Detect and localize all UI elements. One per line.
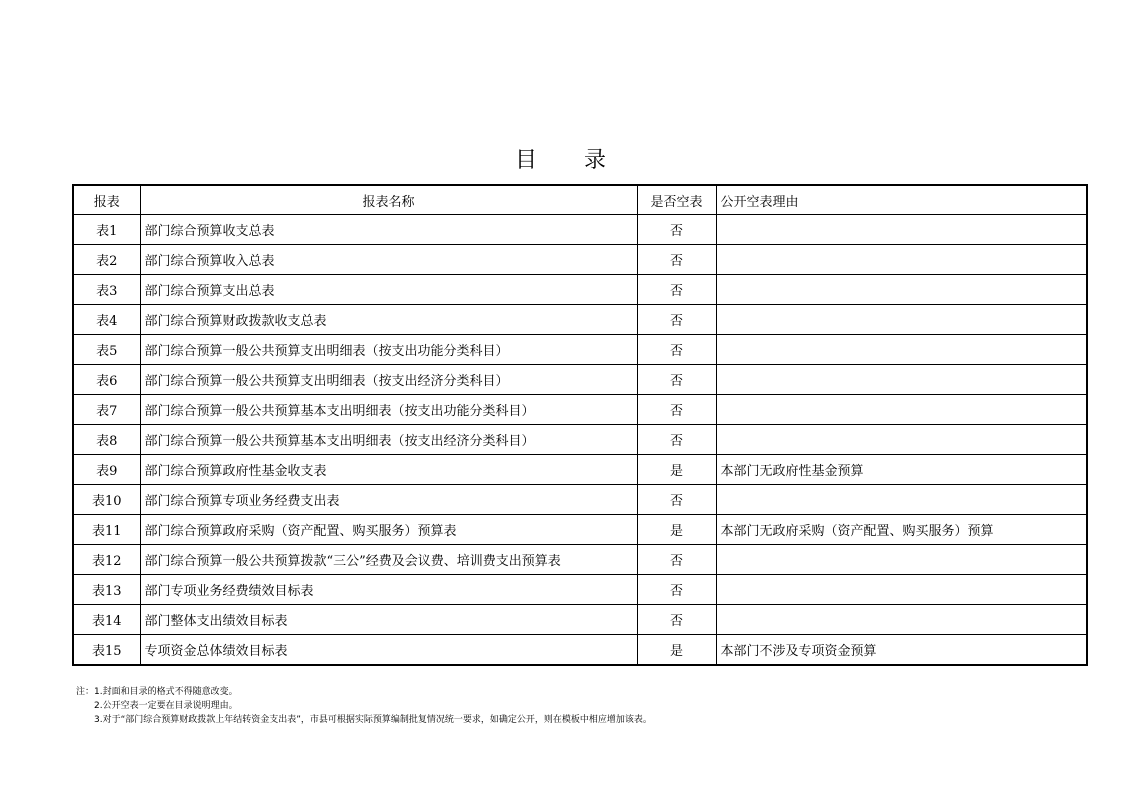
report-no-cell: 表15 [73, 635, 140, 666]
is-empty-cell: 否 [637, 425, 716, 455]
empty-reason-cell [716, 605, 1087, 635]
empty-reason-cell: 本部门不涉及专项资金预算 [716, 635, 1087, 666]
report-name-cell: 部门整体支出绩效目标表 [140, 605, 637, 635]
report-no-cell: 表3 [73, 275, 140, 305]
report-name-cell: 部门综合预算支出总表 [140, 275, 637, 305]
report-no-cell: 表13 [73, 575, 140, 605]
table-row [73, 605, 1087, 635]
report-name-cell: 部门综合预算一般公共预算拨款“三公”经费及会议费、培训费支出预算表 [140, 545, 637, 575]
table-row [73, 365, 1087, 395]
empty-reason-cell [716, 245, 1087, 275]
empty-reason-cell [716, 485, 1087, 515]
table-row [73, 575, 1087, 605]
report-no-cell: 表5 [73, 335, 140, 365]
footnote-2: 2.公开空表一定要在目录说明理由。 [94, 701, 238, 711]
report-no-cell: 表8 [73, 425, 140, 455]
table-row [73, 395, 1087, 425]
report-no-cell: 表12 [73, 545, 140, 575]
footnote-3: 3.对于“部门综合预算财政拨款上年结转资金支出表”，市县可根据实际预算编制批复情况统一要求，如确定公开，则在模板中相应增加该表。 [94, 715, 652, 725]
report-name-cell: 部门综合预算一般公共预算基本支出明细表（按支出经济分类科目） [140, 425, 637, 455]
report-no-cell: 表2 [73, 245, 140, 275]
report-name-cell: 部门综合预算一般公共预算基本支出明细表（按支出功能分类科目） [140, 395, 637, 425]
is-empty-cell: 否 [637, 215, 716, 245]
report-name-cell: 部门综合预算收入总表 [140, 245, 637, 275]
table-row [73, 515, 1087, 545]
empty-reason-cell [716, 215, 1087, 245]
report-no-cell: 表7 [73, 395, 140, 425]
footnote-1: 注：1.封面和目录的格式不得随意改变。 [76, 687, 238, 697]
report-name-cell: 部门专项业务经费绩效目标表 [140, 575, 637, 605]
table-row [73, 545, 1087, 575]
is-empty-cell: 否 [637, 485, 716, 515]
report-no-cell: 表1 [73, 215, 140, 245]
report-no-cell: 表10 [73, 485, 140, 515]
empty-reason-cell [716, 575, 1087, 605]
empty-reason-cell: 本部门无政府采购（资产配置、购买服务）预算 [716, 515, 1087, 545]
is-empty-cell: 否 [637, 365, 716, 395]
page-title: 目 录 [514, 148, 607, 173]
report-no-cell: 表9 [73, 455, 140, 485]
table-row [73, 425, 1087, 455]
empty-reason-cell [716, 335, 1087, 365]
report-name-cell: 部门综合预算财政拨款收支总表 [140, 305, 637, 335]
header-is-empty: 是否空表 [637, 185, 716, 215]
empty-reason-cell [716, 305, 1087, 335]
is-empty-cell: 否 [637, 305, 716, 335]
report-name-cell: 部门综合预算政府采购（资产配置、购买服务）预算表 [140, 515, 637, 545]
is-empty-cell: 是 [637, 635, 716, 666]
report-no-cell: 表14 [73, 605, 140, 635]
table-row [73, 335, 1087, 365]
table-row [73, 305, 1087, 335]
table-row [73, 245, 1087, 275]
report-no-cell: 表4 [73, 305, 140, 335]
table-row [73, 635, 1087, 666]
is-empty-cell: 否 [637, 275, 716, 305]
table-row [73, 215, 1087, 245]
is-empty-cell: 是 [637, 455, 716, 485]
header-report-name: 报表名称 [140, 185, 637, 215]
is-empty-cell: 否 [637, 575, 716, 605]
is-empty-cell: 否 [637, 395, 716, 425]
is-empty-cell: 否 [637, 605, 716, 635]
report-name-cell: 部门综合预算收支总表 [140, 215, 637, 245]
table-header-row [73, 185, 1087, 215]
empty-reason-cell [716, 275, 1087, 305]
footnotes [76, 685, 652, 727]
empty-reason-cell: 本部门无政府性基金预算 [716, 455, 1087, 485]
report-name-cell: 部门综合预算政府性基金收支表 [140, 455, 637, 485]
is-empty-cell: 是 [637, 515, 716, 545]
is-empty-cell: 否 [637, 545, 716, 575]
report-name-cell: 专项资金总体绩效目标表 [140, 635, 637, 666]
header-report-no: 报表 [73, 185, 140, 215]
report-name-cell: 部门综合预算专项业务经费支出表 [140, 485, 637, 515]
report-no-cell: 表6 [73, 365, 140, 395]
is-empty-cell: 否 [637, 335, 716, 365]
empty-reason-cell [716, 425, 1087, 455]
header-empty-reason: 公开空表理由 [716, 185, 1087, 215]
report-name-cell: 部门综合预算一般公共预算支出明细表（按支出功能分类科目） [140, 335, 637, 365]
table-row [73, 455, 1087, 485]
report-no-cell: 表11 [73, 515, 140, 545]
empty-reason-cell [716, 545, 1087, 575]
table-row [73, 275, 1087, 305]
catalog-table [72, 184, 1088, 666]
empty-reason-cell [716, 365, 1087, 395]
report-name-cell: 部门综合预算一般公共预算支出明细表（按支出经济分类科目） [140, 365, 637, 395]
empty-reason-cell [716, 395, 1087, 425]
is-empty-cell: 否 [637, 245, 716, 275]
table-row [73, 485, 1087, 515]
